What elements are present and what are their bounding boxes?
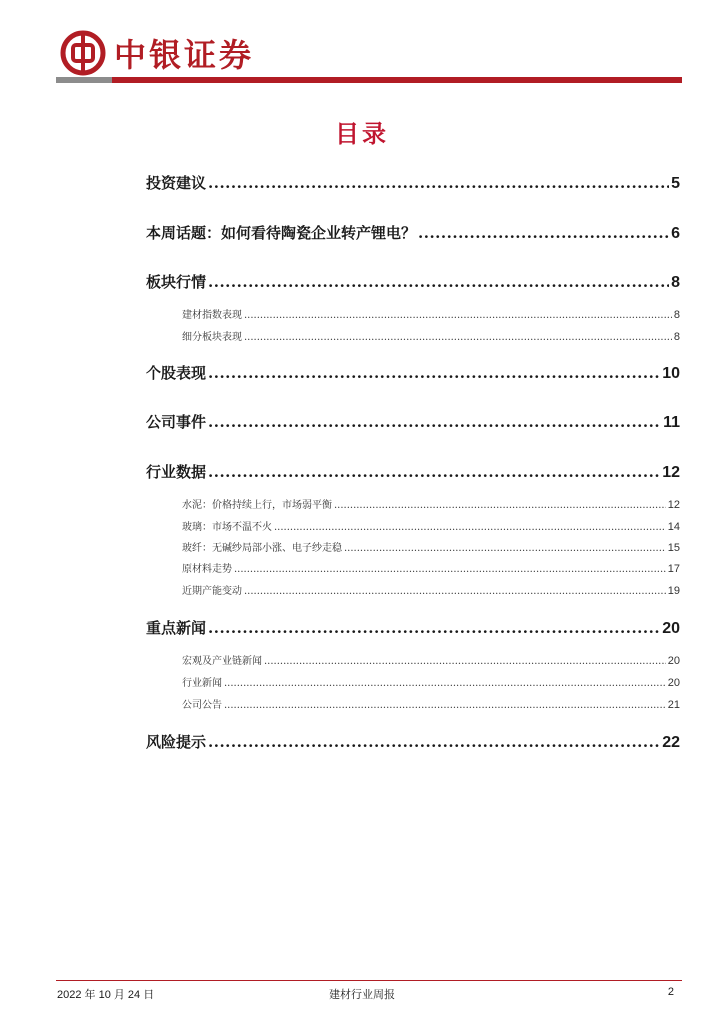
brand-name: 中银证券	[114, 36, 255, 74]
toc-entry-label: 板块行情	[146, 273, 207, 291]
footer-report-title: 建材行业周报	[329, 988, 395, 1001]
toc-entry[interactable]	[182, 539, 680, 554]
toc-leader-dots	[244, 310, 672, 321]
toc-entry-label: 公司事件	[146, 413, 207, 431]
toc-leader-dots	[208, 174, 669, 192]
toc-leader-dots	[208, 413, 661, 431]
toc-entry-label: 玻璃：市场不温不火	[182, 522, 272, 533]
toc-entry-label: 重点新闻	[146, 619, 207, 637]
toc-leader-dots	[274, 522, 666, 533]
toc-entry[interactable]	[182, 582, 680, 597]
toc-leader-dots	[234, 564, 666, 575]
toc-entry[interactable]	[146, 362, 680, 383]
toc-leader-dots	[224, 678, 666, 689]
toc-entry-label: 投资建议	[146, 174, 207, 192]
toc-entry-label: 近期产能变动	[182, 586, 242, 597]
brand-logo	[60, 30, 254, 76]
toc-entry[interactable]	[182, 652, 680, 667]
toc-entry-label: 水泥：价格持续上行，市场弱平衡	[182, 500, 332, 511]
header-bar-gray	[56, 77, 112, 83]
toc-entry-label: 公司公告	[182, 700, 222, 711]
toc-entry[interactable]	[146, 172, 680, 193]
toc-leader-dots	[264, 656, 666, 667]
toc-leader-dots	[244, 586, 666, 597]
toc-leader-dots	[208, 364, 660, 382]
footer-date: 2022 年 10 月 24 日	[57, 989, 155, 1001]
toc-entry-page: 8	[673, 309, 680, 321]
toc-leader-dots	[224, 700, 666, 711]
toc-entry[interactable]	[182, 496, 680, 511]
toc-entry-page: 11	[663, 414, 680, 431]
toc-entry-page: 12	[662, 464, 680, 481]
toc-leader-dots	[418, 224, 669, 242]
toc-entry-page: 14	[667, 521, 680, 533]
toc-entry-page: 8	[673, 331, 680, 343]
toc-entry-page: 6	[671, 225, 680, 242]
toc-entry[interactable]	[146, 617, 680, 638]
toc-entry-label: 原材料走势	[182, 564, 232, 575]
toc-entry[interactable]	[182, 518, 680, 533]
toc-entry-page: 20	[662, 620, 680, 637]
toc-entry-label: 细分板块表现	[182, 332, 242, 343]
toc-entry-label: 行业新闻	[182, 678, 222, 689]
toc-entry-page: 5	[671, 175, 680, 192]
toc-entry[interactable]	[146, 731, 680, 752]
bank-of-china-logo-icon	[60, 30, 106, 76]
toc-entry-label: 玻纤：无碱纱局部小涨、电子纱走稳	[182, 543, 342, 554]
toc-leader-dots	[208, 733, 660, 751]
toc-entry[interactable]	[182, 696, 680, 711]
toc-entry-label: 个股表现	[146, 364, 207, 382]
toc-entry-label: 宏观及产业链新闻	[182, 656, 262, 667]
toc-entry-page: 20	[667, 655, 680, 667]
toc-entry-page: 20	[667, 677, 680, 689]
toc-leader-dots	[334, 500, 666, 511]
toc-entry-page: 8	[671, 274, 680, 291]
toc-entry-label: 建材指数表现	[182, 310, 242, 321]
toc-title: 目录	[335, 119, 389, 148]
toc-leader-dots	[244, 332, 672, 343]
toc-entry-page: 21	[667, 699, 680, 711]
toc-entry-page: 19	[667, 585, 680, 597]
toc-leader-dots	[344, 543, 666, 554]
header-bar-red	[112, 77, 682, 83]
toc-entry-page: 22	[662, 734, 680, 751]
toc-entry[interactable]	[146, 222, 680, 243]
toc-entry[interactable]	[182, 306, 680, 321]
toc-entry-label: 风险提示	[146, 733, 207, 751]
footer-page-number: 2	[667, 986, 674, 998]
toc-leader-dots	[208, 273, 669, 291]
toc-entry-page: 12	[667, 499, 680, 511]
toc-entry-page: 15	[667, 542, 680, 554]
toc-leader-dots	[208, 619, 660, 637]
toc-entry-page: 17	[667, 563, 680, 575]
toc-entry[interactable]	[146, 461, 680, 482]
toc-entry[interactable]	[182, 674, 680, 689]
toc-entry[interactable]	[146, 411, 680, 432]
toc-entry[interactable]	[182, 328, 680, 343]
toc-entry-page: 10	[662, 365, 680, 382]
toc-entry-label: 本周话题：如何看待陶瓷企业转产锂电？	[146, 224, 417, 242]
footer-divider	[56, 980, 682, 981]
toc-leader-dots	[208, 463, 660, 481]
toc-entry[interactable]	[146, 271, 680, 292]
toc-entry[interactable]	[182, 560, 680, 575]
toc-entry-label: 行业数据	[146, 463, 207, 481]
